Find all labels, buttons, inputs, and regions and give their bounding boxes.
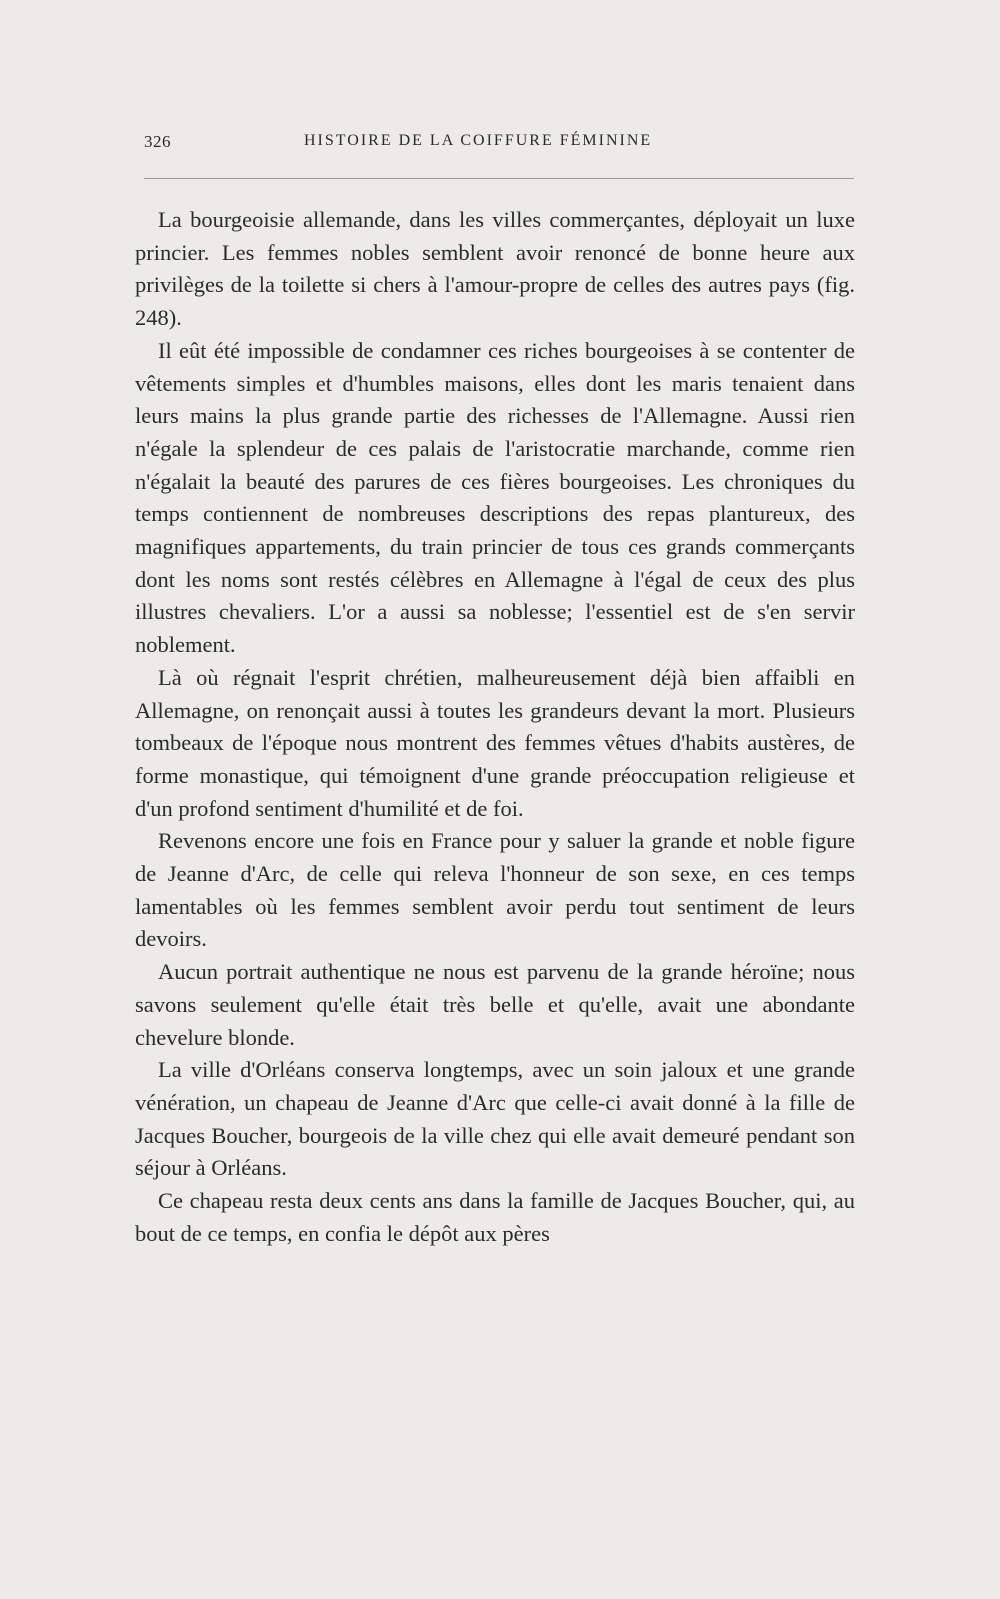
paragraph: Là où régnait l'esprit chrétien, malheureusement déjà bien affaibli en Allemagne, on renonçait aussi à toutes les grandeurs devant la mort. Plusieurs tombeaux de l'époque nous montrent des femmes vêtues d'habits austères, de forme monastique, qui témoignent d'une grande préoccupation religieuse et d'un profond sentiment d'humilité et de foi. — [135, 664, 855, 821]
paragraph: Revenons encore une fois en France pour y saluer la grande et noble figure de Jeanne d'Arc, de celle qui releva l'honneur de son sexe, en ces temps lamentables où les femmes semblent avoir perdu tout sentiment de leurs devoirs. — [135, 828, 855, 952]
paragraph: Ce chapeau resta deux cents ans dans la famille de Jacques Boucher, qui, au bout de ce temps, en confia le dépôt aux pères — [135, 1188, 855, 1246]
header-rule — [144, 178, 854, 179]
paragraph: Aucun portrait authentique ne nous est parvenu de la grande héroïne; nous savons seulement qu'elle était très belle et qu'elle, avait une abondante chevelure blonde. — [135, 959, 855, 1050]
page-header — [144, 128, 854, 158]
paragraph: Il eût été impossible de condamner ces riches bourgeoises à se contenter de vêtements simples et d'humbles maisons, elles dont les maris tenaient dans leurs mains la plus grande partie des richesses de l'Allemagne. Aussi rien n'égale la splendeur de ces palais de l'aristocratie marchande, comme rien n'égalait la beauté des parures de ces fières bourgeoises. Les chroniques du temps contiennent de nombreuses descriptions des repas plantureux, des magnifiques appartements, du train princier de tous ces grands commerçants dont les noms sont restés célèbres en Allemagne à l'égal de ceux des plus illustres chevaliers. L'or a aussi sa noblesse; l'essentiel est de s'en servir noblement. — [135, 337, 855, 658]
paragraph: La ville d'Orléans conserva longtemps, avec un soin jaloux et une grande vénération, un chapeau de Jeanne d'Arc que celle-ci avait donné à la fille de Jacques Boucher, bourgeois de la ville chez qui elle avait demeuré pendant son séjour à Orléans. — [135, 1057, 855, 1181]
paragraph: La bourgeoisie allemande, dans les villes commerçantes, déployait un luxe princier. Les femmes nobles semblent avoir renoncé de bonne heure aux privilèges de la toilette si chers à l'amour-propre de celles des autres pays (fig. 248). — [135, 207, 855, 331]
body-text — [135, 204, 855, 1251]
page-number: 326 — [144, 132, 171, 151]
running-title: HISTOIRE DE LA COIFFURE FÉMININE — [304, 132, 653, 149]
